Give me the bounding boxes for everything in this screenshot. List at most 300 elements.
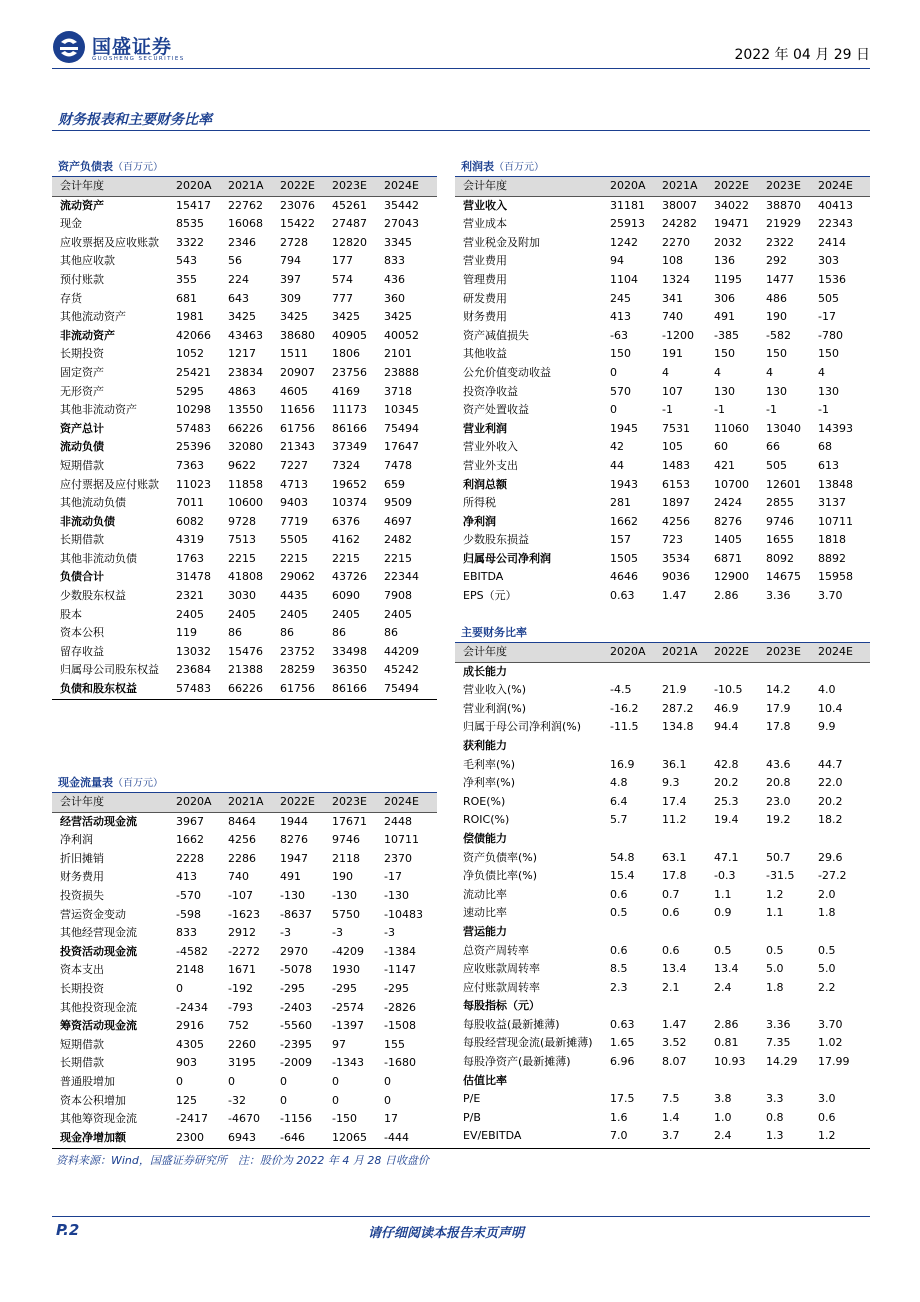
- table-cell: 42066: [176, 328, 211, 342]
- table-cell: 1930: [332, 963, 360, 977]
- table-cell: 32080: [228, 440, 263, 454]
- table-cell: 13.4: [714, 962, 739, 976]
- table-row: [52, 980, 437, 999]
- row-label: 研发费用: [463, 291, 507, 305]
- row-label: 归属于母公司净利润(%): [463, 720, 582, 734]
- table-cell: 2023E: [766, 179, 801, 192]
- table-cell: 22343: [818, 217, 853, 231]
- table-row: [455, 252, 870, 271]
- table-cell: 2022E: [280, 795, 315, 808]
- table-cell: 7.5: [662, 1092, 680, 1106]
- table-cell: 66: [766, 440, 780, 454]
- page-header: [52, 26, 870, 68]
- table-title: [455, 624, 870, 643]
- row-label: ROE(%): [463, 794, 506, 808]
- table-row: [52, 420, 437, 439]
- table-cell: 60: [714, 440, 728, 454]
- table-body: [52, 793, 437, 1147]
- table-row: [52, 290, 437, 309]
- table-cell: -0.3: [714, 869, 736, 883]
- brand-name-en: GUOSHENG SECURITIES: [92, 56, 185, 62]
- table-cell: 2215: [280, 551, 308, 565]
- table-cell: 11060: [714, 421, 749, 435]
- table-cell: -17: [384, 870, 402, 884]
- table-cell: 25396: [176, 440, 211, 454]
- table-cell: 25.3: [714, 794, 739, 808]
- row-label: 会计年度: [60, 179, 104, 192]
- table-cell: -1: [818, 403, 829, 417]
- row-label: 短期借款: [60, 458, 104, 472]
- financial-ratios-table: [455, 624, 870, 1146]
- table-cell: 1943: [610, 477, 638, 491]
- table-cell: 57483: [176, 421, 211, 435]
- row-label: 长期投资: [60, 347, 104, 361]
- table-row: [52, 624, 437, 643]
- table-row: [455, 401, 870, 420]
- table-cell: 2215: [332, 551, 360, 565]
- table-row: [52, 850, 437, 869]
- row-label: 每股净资产(最新摊薄): [463, 1055, 571, 1069]
- table-cell: -3: [280, 926, 291, 940]
- table-cell: 0: [610, 403, 617, 417]
- table-cell: 15958: [818, 570, 853, 584]
- table-row: [455, 774, 870, 793]
- table-row: [455, 718, 870, 737]
- table-cell: -2826: [384, 1000, 416, 1014]
- table-cell: -63: [610, 328, 628, 342]
- row-label: 现金: [60, 217, 82, 231]
- table-cell: 16.9: [610, 757, 635, 771]
- row-label: 流动资产: [60, 198, 104, 212]
- table-row: [455, 1016, 870, 1035]
- table-cell: -646: [280, 1130, 305, 1144]
- table-row: [52, 961, 437, 980]
- table-cell: 7363: [176, 458, 204, 472]
- table-cell: 7478: [384, 458, 412, 472]
- table-cell: 681: [176, 291, 197, 305]
- table-cell: 2.86: [714, 589, 739, 603]
- row-label: 营业外支出: [463, 458, 518, 472]
- table-row: [52, 364, 437, 383]
- table-cell: 3718: [384, 384, 412, 398]
- table-cell: 287.2: [662, 701, 694, 715]
- table-cell: -4670: [228, 1112, 260, 1126]
- row-label: 净利率(%): [463, 776, 516, 790]
- table-cell: 0.63: [610, 1017, 635, 1031]
- table-cell: -150: [332, 1112, 357, 1126]
- table-cell: 4605: [280, 384, 308, 398]
- table-row: [52, 813, 437, 832]
- table-row: [52, 476, 437, 495]
- table-cell: 2405: [176, 607, 204, 621]
- table-cell: 23834: [228, 365, 263, 379]
- row-label: 固定资产: [60, 365, 104, 379]
- table-cell: -130: [332, 888, 357, 902]
- row-label: 其他经营现金流: [60, 926, 137, 940]
- table-cell: 8464: [228, 814, 256, 828]
- row-label: EPS（元）: [463, 589, 517, 603]
- table-title-text: 利润表: [461, 160, 494, 173]
- table-row: [52, 924, 437, 943]
- table-cell: 3.36: [766, 1017, 791, 1031]
- row-label: 少数股东损益: [463, 533, 529, 547]
- table-cell: -4209: [332, 944, 364, 958]
- table-cell: 22.0: [818, 776, 843, 790]
- row-label: 营业外收入: [463, 440, 518, 454]
- table-cell: 397: [280, 272, 301, 286]
- row-label: 资产减值损失: [463, 328, 529, 342]
- row-label: 会计年度: [60, 795, 104, 808]
- table-row: [455, 271, 870, 290]
- table-row: [455, 457, 870, 476]
- table-row: [52, 197, 437, 216]
- row-label: 每股经营现金流(最新摊薄): [463, 1036, 593, 1050]
- table-cell: 3.52: [662, 1036, 687, 1050]
- table-cell: 25913: [610, 217, 645, 231]
- table-cell: 23888: [384, 365, 419, 379]
- row-label: 无形资产: [60, 384, 104, 398]
- table-row: [455, 327, 870, 346]
- table-row: [455, 494, 870, 513]
- table-cell: 2405: [228, 607, 256, 621]
- table-cell: 2215: [228, 551, 256, 565]
- table-cell: 2322: [766, 235, 794, 249]
- row-label: 短期借款: [60, 1037, 104, 1051]
- table-cell: 3137: [818, 496, 846, 510]
- table-cell: 108: [662, 254, 683, 268]
- cash-flow-table: [52, 774, 437, 1147]
- table-cell: 0.5: [610, 906, 628, 920]
- table-cell: 9036: [662, 570, 690, 584]
- row-label: 资本公积增加: [60, 1093, 126, 1107]
- table-cell: 22344: [384, 570, 419, 584]
- table-cell: 2414: [818, 235, 846, 249]
- table-cell: 2021A: [662, 645, 698, 658]
- table-cell: 1.65: [610, 1036, 635, 1050]
- table-row: [52, 1129, 437, 1148]
- table-cell: 4256: [662, 514, 690, 528]
- table-cell: 86: [280, 626, 294, 640]
- table-cell: 11.2: [662, 813, 687, 827]
- table-cell: 33498: [332, 644, 367, 658]
- table-cell: 7513: [228, 533, 256, 547]
- table-cell: -1343: [332, 1056, 364, 1070]
- table-cell: 1.6: [610, 1110, 628, 1124]
- table-cell: 7.35: [766, 1036, 791, 1050]
- table-cell: 136: [714, 254, 735, 268]
- table-cell: 281: [610, 496, 631, 510]
- row-label: 长期投资: [60, 981, 104, 995]
- table-cell: 17.9: [766, 701, 791, 715]
- table-cell: 355: [176, 272, 197, 286]
- table-cell: 150: [610, 347, 631, 361]
- row-label: 留存收益: [60, 644, 104, 658]
- table-cell: 2101: [384, 347, 412, 361]
- row-label: 营业费用: [463, 254, 507, 268]
- table-cell: -1384: [384, 944, 416, 958]
- table-cell: 17671: [332, 814, 367, 828]
- table-cell: 41808: [228, 570, 263, 584]
- table-cell: 0.6: [662, 906, 680, 920]
- table-cell: 309: [280, 291, 301, 305]
- table-cell: 4863: [228, 384, 256, 398]
- table-cell: 1536: [818, 272, 846, 286]
- disclaimer-note: 请仔细阅读本报告末页声明: [368, 1226, 525, 1241]
- table-cell: 8276: [280, 833, 308, 847]
- table-cell: 2.2: [818, 980, 836, 994]
- table-cell: 190: [766, 310, 787, 324]
- table-cell: 5.7: [610, 813, 628, 827]
- table-cell: 150: [714, 347, 735, 361]
- row-label: 营业成本: [463, 217, 507, 231]
- row-label: 长期借款: [60, 1056, 104, 1070]
- table-cell: 6376: [332, 514, 360, 528]
- table-cell: 10711: [384, 833, 419, 847]
- table-cell: 17.5: [610, 1092, 635, 1106]
- table-row: [455, 345, 870, 364]
- table-cell: -11.5: [610, 720, 639, 734]
- row-label: 应收账款周转率: [463, 962, 540, 976]
- table-cell: 4: [714, 365, 721, 379]
- table-header-row: [455, 643, 870, 663]
- table-cell: 2023E: [766, 645, 801, 658]
- table-cell: 10.4: [818, 701, 843, 715]
- table-cell: -130: [280, 888, 305, 902]
- table-cell: 3345: [384, 235, 412, 249]
- row-label: 非流动负债: [60, 514, 115, 528]
- table-cell: 1242: [610, 235, 638, 249]
- table-unit: （百万元）: [494, 162, 544, 173]
- table-cell: 421: [714, 458, 735, 472]
- table-cell: 15422: [280, 217, 315, 231]
- table-cell: 0: [280, 1074, 287, 1088]
- table-row: [52, 252, 437, 271]
- table-cell: 2.4: [714, 1129, 732, 1143]
- table-cell: 36.1: [662, 757, 687, 771]
- table-row: [52, 383, 437, 402]
- section-divider: [52, 130, 870, 131]
- table-cell: 0: [280, 1093, 287, 1107]
- table-cell: 43463: [228, 328, 263, 342]
- table-cell: 7011: [176, 496, 204, 510]
- table-row: [455, 793, 870, 812]
- table-cell: 794: [280, 254, 301, 268]
- table-row: [52, 308, 437, 327]
- table-cell: 17647: [384, 440, 419, 454]
- table-cell: 43726: [332, 570, 367, 584]
- table-row: [455, 364, 870, 383]
- table-cell: 38007: [662, 198, 697, 212]
- table-cell: 16068: [228, 217, 263, 231]
- table-cell: 23684: [176, 663, 211, 677]
- table-cell: 2916: [176, 1019, 204, 1033]
- table-cell: 17.8: [662, 869, 687, 883]
- table-row: [52, 457, 437, 476]
- row-label: EV/EBITDA: [463, 1129, 522, 1143]
- table-cell: 292: [766, 254, 787, 268]
- table-cell: -10483: [384, 907, 423, 921]
- table-cell: 25421: [176, 365, 211, 379]
- table-cell: 0.63: [610, 589, 635, 603]
- table-cell: 413: [610, 310, 631, 324]
- row-label: P/B: [463, 1110, 481, 1124]
- table-cell: 105: [662, 440, 683, 454]
- table-cell: -5560: [280, 1019, 312, 1033]
- table-row: [455, 197, 870, 216]
- table-row: [52, 643, 437, 662]
- table-row: [455, 830, 870, 849]
- table-cell: 613: [818, 458, 839, 472]
- table-cell: 15476: [228, 644, 263, 658]
- table-cell: 2021A: [228, 179, 264, 192]
- table-row: [455, 587, 870, 606]
- table-cell: 23756: [332, 365, 367, 379]
- table-cell: -107: [228, 888, 253, 902]
- table-cell: 2228: [176, 851, 204, 865]
- table-cell: 1.1: [766, 906, 784, 920]
- table-row: [52, 1073, 437, 1092]
- table-cell: 2024E: [384, 179, 419, 192]
- table-cell: 0: [332, 1093, 339, 1107]
- row-label: 营业利润(%): [463, 701, 527, 715]
- table-cell: 38870: [766, 198, 801, 212]
- table-row: [52, 215, 437, 234]
- row-label: 其他应收款: [60, 254, 115, 268]
- table-cell: -444: [384, 1130, 409, 1144]
- table-cell: 7531: [662, 421, 690, 435]
- table-row: [455, 513, 870, 532]
- table-row: [455, 290, 870, 309]
- row-label: 每股收益(最新摊薄): [463, 1017, 560, 1031]
- row-label: 少数股东权益: [60, 589, 126, 603]
- row-label: 预付账款: [60, 272, 104, 286]
- table-cell: 94.4: [714, 720, 739, 734]
- table-cell: 643: [228, 291, 249, 305]
- table-cell: -295: [280, 981, 305, 995]
- source-note: 资料来源：Wind，国盛证券研究所 注：股价为 2022 年 4 月 28 日收盘价: [56, 1154, 429, 1167]
- table-cell: 29.6: [818, 850, 843, 864]
- table-cell: 1.47: [662, 589, 687, 603]
- table-cell: 6.96: [610, 1055, 635, 1069]
- table-row: [455, 420, 870, 439]
- table-cell: 29062: [280, 570, 315, 584]
- table-row: [455, 849, 870, 868]
- table-cell: 45242: [384, 663, 419, 677]
- table-cell: 0.5: [714, 943, 732, 957]
- table-cell: -2417: [176, 1112, 208, 1126]
- table-row: [52, 401, 437, 420]
- row-label: 其他流动负债: [60, 496, 126, 510]
- table-cell: -17: [818, 310, 836, 324]
- table-cell: 6871: [714, 551, 742, 565]
- table-cell: 15.4: [610, 869, 635, 883]
- row-label: 资产负债率(%): [463, 850, 538, 864]
- table-cell: 11656: [280, 403, 315, 417]
- table-cell: 20.8: [766, 776, 791, 790]
- table-cell: 8892: [818, 551, 846, 565]
- table-cell: 66226: [228, 682, 263, 696]
- table-cell: 1.8: [766, 980, 784, 994]
- table-cell: 1324: [662, 272, 690, 286]
- row-label: 非流动资产: [60, 328, 115, 342]
- table-cell: 1.1: [714, 887, 732, 901]
- table-cell: 2.1: [662, 980, 680, 994]
- row-label: 筹资活动现金流: [60, 1019, 137, 1033]
- table-cell: 9746: [332, 833, 360, 847]
- table-cell: 0.8: [766, 1110, 784, 1124]
- row-label: 会计年度: [463, 645, 507, 658]
- table-cell: 224: [228, 272, 249, 286]
- table-cell: 13848: [818, 477, 853, 491]
- table-row: [455, 1053, 870, 1072]
- table-cell: 13032: [176, 644, 211, 658]
- table-cell: -1: [766, 403, 777, 417]
- table-cell: 40905: [332, 328, 367, 342]
- row-label: 净利润: [60, 833, 93, 847]
- table-cell: 3.8: [714, 1092, 732, 1106]
- table-cell: 34022: [714, 198, 749, 212]
- table-cell: 1104: [610, 272, 638, 286]
- table-bottom-rule: [52, 699, 437, 700]
- row-label: 每股指标（元）: [463, 999, 540, 1013]
- table-cell: 13550: [228, 403, 263, 417]
- table-cell: 43.6: [766, 757, 791, 771]
- table-cell: 2.4: [714, 980, 732, 994]
- table-cell: -2272: [228, 944, 260, 958]
- table-cell: 1217: [228, 347, 256, 361]
- table-cell: -385: [714, 328, 739, 342]
- table-cell: 413: [176, 870, 197, 884]
- table-cell: 28259: [280, 663, 315, 677]
- row-label: 投资净收益: [463, 384, 518, 398]
- table-cell: 40052: [384, 328, 419, 342]
- table-cell: 2032: [714, 235, 742, 249]
- table-cell: 2.86: [714, 1017, 739, 1031]
- table-cell: 44.7: [818, 757, 843, 771]
- row-label: 其他投资现金流: [60, 1000, 137, 1014]
- table-title-text: 资产负债表: [58, 160, 113, 173]
- table-cell: 3322: [176, 235, 204, 249]
- row-label: 净利润: [463, 514, 496, 528]
- table-cell: 2020A: [610, 179, 646, 192]
- table-cell: -3: [384, 926, 395, 940]
- table-body: [455, 643, 870, 1146]
- row-label: 利润总额: [463, 477, 507, 491]
- table-cell: 4: [818, 365, 825, 379]
- table-cell: 1662: [176, 833, 204, 847]
- table-cell: 2215: [384, 551, 412, 565]
- table-cell: 833: [176, 926, 197, 940]
- table-body: [52, 177, 437, 699]
- table-row: [455, 923, 870, 942]
- table-cell: 4646: [610, 570, 638, 584]
- table-title-text: 现金流量表: [58, 776, 113, 789]
- table-cell: 2286: [228, 851, 256, 865]
- table-cell: 306: [714, 291, 735, 305]
- table-unit: （百万元）: [113, 162, 163, 173]
- table-cell: 2912: [228, 926, 256, 940]
- row-label: 其他非流动负债: [60, 551, 137, 565]
- table-row: [455, 550, 870, 569]
- table-cell: 777: [332, 291, 353, 305]
- table-cell: -16.2: [610, 701, 639, 715]
- table-cell: 44: [610, 458, 624, 472]
- table-cell: -2403: [280, 1000, 312, 1014]
- table-cell: 31181: [610, 198, 645, 212]
- table-cell: 1671: [228, 963, 256, 977]
- table-cell: 19.2: [766, 813, 791, 827]
- table-cell: 20.2: [714, 776, 739, 790]
